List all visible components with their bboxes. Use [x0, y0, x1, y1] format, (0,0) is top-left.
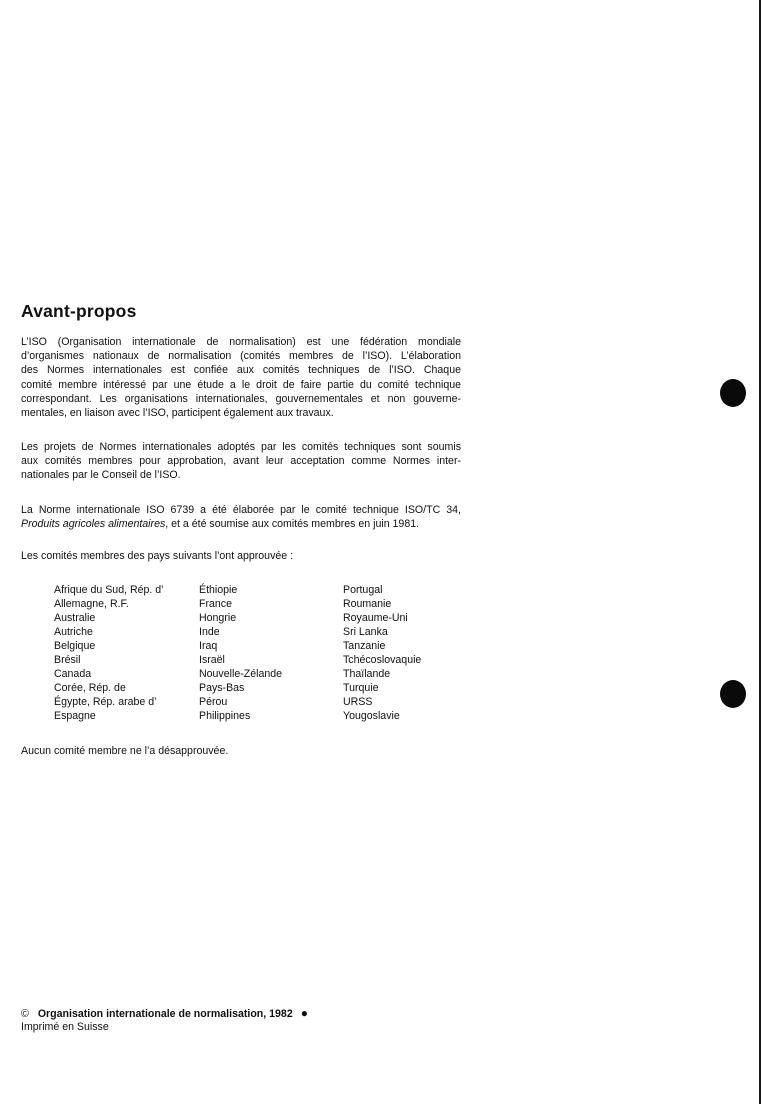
country-name: Turquie: [343, 682, 379, 694]
country-name: Autriche: [54, 626, 93, 638]
country-list-column-3: [343, 583, 421, 723]
paragraph-line: d’organismes nationaux de normalisation (comités membres de l’ISO). L’élaboration: [21, 350, 461, 363]
paragraph-line: comité membre intéressé par une étude a le droit de faire partie du comité technique: [21, 378, 461, 391]
country-name: Yougoslavie: [343, 710, 400, 722]
country-name: Espagne: [54, 710, 96, 722]
country-name: Tchécoslovaquie: [343, 654, 422, 666]
country-name: Canada: [54, 668, 92, 680]
punch-hole-upper: [720, 379, 746, 407]
country-name: Royaume-Uni: [343, 612, 408, 624]
country-name: Pérou: [199, 696, 228, 708]
country-name: Éthiopie: [199, 584, 238, 596]
country-name: Corée, Rép. de: [54, 682, 126, 694]
paragraph-line: La Norme internationale ISO 6739 a été élaborée par le comité technique ISO/TC 34,: [21, 504, 461, 516]
paragraph-line: [21, 517, 461, 531]
country-name: Sri Lanka: [343, 626, 388, 638]
bullet-icon: ●: [300, 1006, 308, 1020]
disapproval-note: Aucun comité membre ne l’a désapprouvée.: [21, 745, 229, 757]
page-edge: [759, 0, 761, 1104]
page-title: Avant-propos: [21, 301, 137, 321]
foreword-paragraph-standard-origin: [21, 503, 461, 531]
country-list-column-2: [199, 583, 282, 723]
copyright-text: Organisation internationale de normalisation, 1982: [37, 1008, 293, 1020]
country-name: Afrique du Sud, Rép. d’: [54, 584, 164, 596]
paragraph-line: correspondant. Les organisations internationales, gouvernementales et non gouverne-: [21, 392, 461, 405]
punch-hole-lower: [720, 680, 746, 708]
country-name: Pays-Bas: [199, 682, 245, 694]
country-name: Brésil: [54, 654, 81, 666]
paragraph-line: mentales, en liaison avec l’ISO, participent également aux travaux.: [21, 407, 334, 420]
country-name: Tanzanie: [343, 640, 386, 652]
printed-location: Imprimé en Suisse: [21, 1021, 109, 1033]
country-list-column-1: [54, 583, 164, 723]
paragraph-line: aux comités membres pour approbation, avant leur acceptation comme Normes inter-: [21, 455, 461, 468]
country-name: France: [199, 598, 232, 610]
country-name: Iraq: [199, 640, 218, 652]
country-name: Israël: [199, 654, 225, 666]
country-name: Nouvelle-Zélande: [199, 668, 283, 680]
country-name: Thaïlande: [343, 668, 391, 680]
paragraph-line: nationales par le Conseil de l’ISO.: [21, 469, 181, 482]
country-name: Hongrie: [199, 612, 237, 624]
country-name: Portugal: [343, 584, 383, 596]
committee-title: Produits agricoles alimentaires: [21, 518, 166, 531]
country-name: Égypte, Rép. arabe d’: [54, 696, 157, 708]
country-name: Inde: [199, 626, 220, 638]
paragraph-line: L’ISO (Organisation internationale de normalisation) est une fédération mondiale: [21, 336, 461, 348]
paragraph-line: des Normes internationales est confiée aux comités techniques de l’ISO. Chaque: [21, 364, 461, 377]
country-name: Philippines: [199, 710, 251, 722]
foreword-paragraph-iso: [21, 335, 461, 420]
country-name: Australie: [54, 612, 96, 624]
foreword-paragraph-approval-process: [21, 440, 461, 483]
country-name: Allemagne, R.F.: [54, 598, 129, 610]
country-name: URSS: [343, 696, 373, 708]
country-name: Belgique: [54, 640, 96, 652]
copyright-symbol: ©: [21, 1008, 29, 1020]
paragraph-line-rest: , et a été soumise aux comités membres en juin 1981.: [165, 518, 420, 531]
country-name: Roumanie: [343, 598, 392, 610]
copyright-line: [21, 1006, 308, 1020]
approval-intro: Les comités membres des pays suivants l’ont approuvée :: [21, 550, 294, 562]
paragraph-line: Les projets de Normes internationales adoptés par les comités techniques sont soumis: [21, 441, 461, 453]
